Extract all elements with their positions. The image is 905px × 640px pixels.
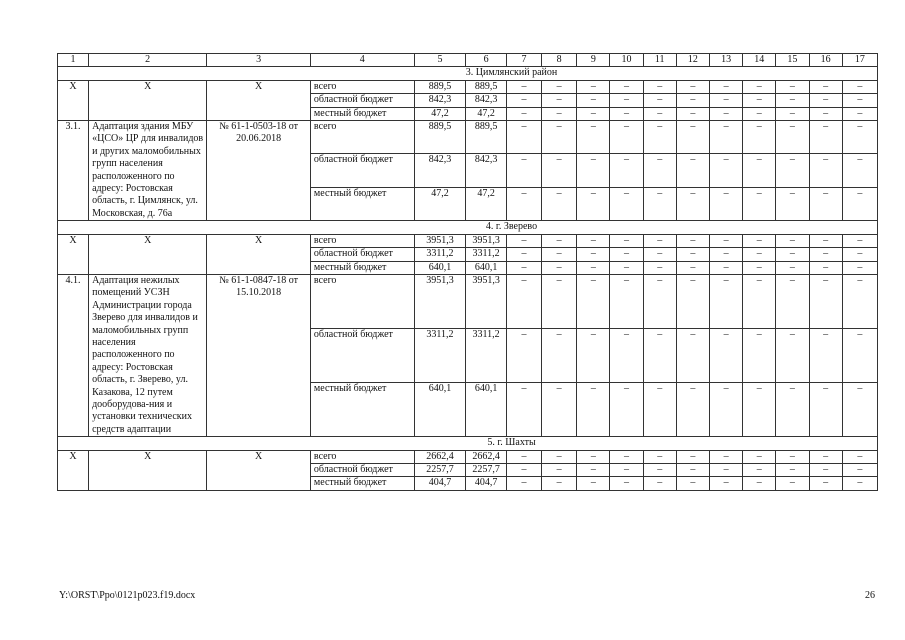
empty-cell: –	[643, 187, 676, 220]
empty-cell: –	[743, 248, 776, 261]
empty-cell: –	[643, 80, 676, 93]
empty-cell: –	[542, 261, 577, 274]
column-number: 7	[506, 54, 541, 67]
empty-cell: –	[643, 154, 676, 187]
empty-cell: –	[610, 94, 643, 107]
empty-cell: –	[743, 274, 776, 328]
empty-cell: –	[776, 329, 809, 383]
item-registration: № 61-1-0847-18 от 15.10.2018	[207, 274, 311, 436]
funding-source: областной бюджет	[310, 154, 414, 187]
value-col5: 3311,2	[414, 329, 466, 383]
column-number: 12	[676, 54, 709, 67]
value-col6: 842,3	[466, 154, 506, 187]
empty-cell: –	[610, 383, 643, 437]
empty-cell: –	[610, 261, 643, 274]
funding-source: всего	[310, 274, 414, 328]
empty-cell: –	[506, 248, 541, 261]
empty-cell: –	[506, 450, 541, 463]
summary-name: Х	[89, 234, 207, 274]
empty-cell: –	[842, 154, 877, 187]
value-col6: 3951,3	[466, 234, 506, 247]
funding-source: областной бюджет	[310, 329, 414, 383]
item-description: Адаптация нежилых помещений УСЗН Администрации города Зверево для инвалидов и маломобильных групп населения расположенного по адресу: Ростовская область, г. Зверево, ул. Казакова, 12 путем дооборудова-ния и установки технических средств адаптации	[89, 274, 207, 436]
empty-cell: –	[506, 187, 541, 220]
value-col6: 640,1	[466, 261, 506, 274]
empty-cell: –	[743, 234, 776, 247]
section-title-row	[58, 437, 878, 450]
empty-cell: –	[809, 477, 842, 490]
empty-cell: –	[542, 94, 577, 107]
empty-cell: –	[676, 274, 709, 328]
empty-cell: –	[809, 154, 842, 187]
empty-cell: –	[542, 450, 577, 463]
empty-cell: –	[577, 261, 610, 274]
summary-code: Х	[58, 80, 89, 120]
empty-cell: –	[776, 187, 809, 220]
column-number: 15	[776, 54, 809, 67]
column-number: 16	[809, 54, 842, 67]
empty-cell: –	[506, 329, 541, 383]
empty-cell: –	[610, 248, 643, 261]
column-number: 5	[414, 54, 466, 67]
empty-cell: –	[809, 94, 842, 107]
funding-source: всего	[310, 80, 414, 93]
empty-cell: –	[809, 274, 842, 328]
empty-cell: –	[776, 261, 809, 274]
empty-cell: –	[610, 234, 643, 247]
value-col5: 47,2	[414, 107, 466, 120]
empty-cell: –	[676, 234, 709, 247]
column-number: 1	[58, 54, 89, 67]
empty-cell: –	[776, 94, 809, 107]
empty-cell: –	[743, 477, 776, 490]
value-col6: 3311,2	[466, 329, 506, 383]
empty-cell: –	[842, 121, 877, 154]
empty-cell: –	[577, 80, 610, 93]
empty-cell: –	[577, 383, 610, 437]
empty-cell: –	[842, 464, 877, 477]
empty-cell: –	[610, 154, 643, 187]
summary-code: Х	[58, 450, 89, 490]
empty-cell: –	[577, 477, 610, 490]
footer-file-path: Y:\ORST\Ppo\0121p023.f19.docx	[59, 590, 196, 601]
empty-cell: –	[610, 107, 643, 120]
item-code: 4.1.	[58, 274, 89, 436]
column-number: 10	[610, 54, 643, 67]
empty-cell: –	[610, 274, 643, 328]
budget-table	[57, 53, 878, 491]
value-col6: 47,2	[466, 187, 506, 220]
empty-cell: –	[842, 274, 877, 328]
empty-cell: –	[676, 329, 709, 383]
empty-cell: –	[610, 329, 643, 383]
empty-cell: –	[809, 329, 842, 383]
column-number: 9	[577, 54, 610, 67]
item-row	[58, 121, 878, 154]
empty-cell: –	[610, 187, 643, 220]
value-col5: 842,3	[414, 154, 466, 187]
empty-cell: –	[709, 187, 742, 220]
empty-cell: –	[610, 80, 643, 93]
column-number: 3	[207, 54, 311, 67]
empty-cell: –	[809, 450, 842, 463]
column-number-row	[58, 54, 878, 67]
column-number: 13	[709, 54, 742, 67]
empty-cell: –	[709, 80, 742, 93]
empty-cell: –	[643, 261, 676, 274]
summary-registration: Х	[207, 450, 311, 490]
empty-cell: –	[676, 107, 709, 120]
empty-cell: –	[709, 248, 742, 261]
empty-cell: –	[709, 477, 742, 490]
funding-source: местный бюджет	[310, 383, 414, 437]
empty-cell: –	[643, 248, 676, 261]
empty-cell: –	[577, 187, 610, 220]
empty-cell: –	[842, 477, 877, 490]
empty-cell: –	[776, 121, 809, 154]
item-row	[58, 274, 878, 328]
summary-name: Х	[89, 450, 207, 490]
empty-cell: –	[709, 274, 742, 328]
value-col5: 842,3	[414, 94, 466, 107]
item-description: Адаптация здания МБУ «ЦСО» ЦР для инвалидов и других маломобильных групп населения расположенного по адресу: Ростовская область, г. Цимлянск, ул. Московская, д. 76а	[89, 121, 207, 221]
empty-cell: –	[809, 248, 842, 261]
empty-cell: –	[842, 107, 877, 120]
empty-cell: –	[842, 80, 877, 93]
empty-cell: –	[643, 107, 676, 120]
empty-cell: –	[643, 464, 676, 477]
empty-cell: –	[506, 154, 541, 187]
empty-cell: –	[842, 94, 877, 107]
empty-cell: –	[776, 234, 809, 247]
column-number: 14	[743, 54, 776, 67]
empty-cell: –	[776, 477, 809, 490]
empty-cell: –	[709, 94, 742, 107]
empty-cell: –	[809, 107, 842, 120]
empty-cell: –	[809, 261, 842, 274]
empty-cell: –	[610, 121, 643, 154]
page-number: 26	[865, 590, 875, 601]
funding-source: местный бюджет	[310, 187, 414, 220]
empty-cell: –	[709, 464, 742, 477]
empty-cell: –	[643, 121, 676, 154]
empty-cell: –	[842, 450, 877, 463]
empty-cell: –	[542, 248, 577, 261]
empty-cell: –	[809, 234, 842, 247]
empty-cell: –	[776, 154, 809, 187]
empty-cell: –	[643, 274, 676, 328]
empty-cell: –	[676, 261, 709, 274]
empty-cell: –	[506, 107, 541, 120]
empty-cell: –	[776, 450, 809, 463]
empty-cell: –	[577, 107, 610, 120]
funding-source: всего	[310, 234, 414, 247]
item-code: 3.1.	[58, 121, 89, 221]
empty-cell: –	[776, 80, 809, 93]
value-col5: 3951,3	[414, 274, 466, 328]
empty-cell: –	[842, 261, 877, 274]
empty-cell: –	[676, 477, 709, 490]
empty-cell: –	[643, 94, 676, 107]
section-title: 3. Цимлянский район	[58, 67, 878, 80]
section-title-row	[58, 67, 878, 80]
column-number: 8	[542, 54, 577, 67]
empty-cell: –	[709, 383, 742, 437]
empty-cell: –	[743, 80, 776, 93]
column-number: 11	[643, 54, 676, 67]
column-number: 17	[842, 54, 877, 67]
column-number: 4	[310, 54, 414, 67]
value-col5: 404,7	[414, 477, 466, 490]
empty-cell: –	[542, 329, 577, 383]
empty-cell: –	[542, 274, 577, 328]
empty-cell: –	[842, 234, 877, 247]
empty-cell: –	[643, 383, 676, 437]
empty-cell: –	[506, 94, 541, 107]
summary-name: Х	[89, 80, 207, 120]
empty-cell: –	[743, 94, 776, 107]
value-col6: 47,2	[466, 107, 506, 120]
value-col5: 640,1	[414, 261, 466, 274]
empty-cell: –	[842, 329, 877, 383]
empty-cell: –	[842, 187, 877, 220]
empty-cell: –	[577, 234, 610, 247]
empty-cell: –	[743, 450, 776, 463]
empty-cell: –	[542, 187, 577, 220]
summary-row	[58, 234, 878, 247]
empty-cell: –	[743, 383, 776, 437]
empty-cell: –	[709, 121, 742, 154]
summary-row	[58, 450, 878, 463]
empty-cell: –	[506, 121, 541, 154]
empty-cell: –	[809, 383, 842, 437]
empty-cell: –	[709, 450, 742, 463]
empty-cell: –	[643, 234, 676, 247]
value-col5: 2257,7	[414, 464, 466, 477]
empty-cell: –	[676, 154, 709, 187]
empty-cell: –	[577, 450, 610, 463]
funding-source: областной бюджет	[310, 94, 414, 107]
empty-cell: –	[542, 234, 577, 247]
empty-cell: –	[643, 450, 676, 463]
empty-cell: –	[542, 80, 577, 93]
empty-cell: –	[709, 329, 742, 383]
empty-cell: –	[776, 464, 809, 477]
empty-cell: –	[506, 383, 541, 437]
value-col6: 2257,7	[466, 464, 506, 477]
empty-cell: –	[743, 261, 776, 274]
empty-cell: –	[577, 329, 610, 383]
empty-cell: –	[743, 187, 776, 220]
column-number: 2	[89, 54, 207, 67]
empty-cell: –	[776, 248, 809, 261]
column-number: 6	[466, 54, 506, 67]
value-col6: 3311,2	[466, 248, 506, 261]
value-col6: 842,3	[466, 94, 506, 107]
empty-cell: –	[676, 121, 709, 154]
empty-cell: –	[743, 107, 776, 120]
empty-cell: –	[506, 234, 541, 247]
funding-source: областной бюджет	[310, 248, 414, 261]
empty-cell: –	[542, 121, 577, 154]
empty-cell: –	[506, 464, 541, 477]
empty-cell: –	[542, 107, 577, 120]
value-col6: 640,1	[466, 383, 506, 437]
funding-source: местный бюджет	[310, 261, 414, 274]
empty-cell: –	[743, 329, 776, 383]
empty-cell: –	[577, 121, 610, 154]
summary-registration: Х	[207, 80, 311, 120]
value-col5: 3951,3	[414, 234, 466, 247]
value-col5: 640,1	[414, 383, 466, 437]
value-col5: 47,2	[414, 187, 466, 220]
empty-cell: –	[577, 94, 610, 107]
value-col6: 3951,3	[466, 274, 506, 328]
empty-cell: –	[743, 464, 776, 477]
item-registration: № 61-1-0503-18 от 20.06.2018	[207, 121, 311, 221]
empty-cell: –	[709, 234, 742, 247]
empty-cell: –	[676, 187, 709, 220]
empty-cell: –	[577, 248, 610, 261]
empty-cell: –	[577, 154, 610, 187]
empty-cell: –	[743, 121, 776, 154]
funding-source: местный бюджет	[310, 477, 414, 490]
empty-cell: –	[809, 464, 842, 477]
empty-cell: –	[676, 464, 709, 477]
empty-cell: –	[743, 154, 776, 187]
empty-cell: –	[542, 383, 577, 437]
empty-cell: –	[776, 107, 809, 120]
funding-source: областной бюджет	[310, 464, 414, 477]
empty-cell: –	[842, 248, 877, 261]
empty-cell: –	[776, 274, 809, 328]
empty-cell: –	[506, 477, 541, 490]
funding-source: местный бюджет	[310, 107, 414, 120]
empty-cell: –	[676, 383, 709, 437]
empty-cell: –	[610, 477, 643, 490]
empty-cell: –	[643, 477, 676, 490]
funding-source: всего	[310, 121, 414, 154]
empty-cell: –	[610, 464, 643, 477]
empty-cell: –	[643, 329, 676, 383]
value-col5: 889,5	[414, 80, 466, 93]
empty-cell: –	[506, 274, 541, 328]
summary-registration: Х	[207, 234, 311, 274]
empty-cell: –	[577, 274, 610, 328]
empty-cell: –	[542, 464, 577, 477]
empty-cell: –	[676, 248, 709, 261]
summary-code: Х	[58, 234, 89, 274]
empty-cell: –	[577, 464, 610, 477]
summary-row	[58, 80, 878, 93]
empty-cell: –	[506, 261, 541, 274]
empty-cell: –	[776, 383, 809, 437]
empty-cell: –	[506, 80, 541, 93]
value-col6: 889,5	[466, 121, 506, 154]
empty-cell: –	[842, 383, 877, 437]
value-col5: 889,5	[414, 121, 466, 154]
empty-cell: –	[610, 450, 643, 463]
empty-cell: –	[809, 187, 842, 220]
section-title: 5. г. Шахты	[58, 437, 878, 450]
empty-cell: –	[709, 261, 742, 274]
section-title: 4. г. Зверево	[58, 221, 878, 234]
empty-cell: –	[809, 80, 842, 93]
section-title-row	[58, 221, 878, 234]
empty-cell: –	[542, 477, 577, 490]
empty-cell: –	[676, 450, 709, 463]
value-col5: 2662,4	[414, 450, 466, 463]
empty-cell: –	[709, 107, 742, 120]
empty-cell: –	[709, 154, 742, 187]
empty-cell: –	[542, 154, 577, 187]
funding-source: всего	[310, 450, 414, 463]
empty-cell: –	[676, 80, 709, 93]
empty-cell: –	[809, 121, 842, 154]
value-col6: 889,5	[466, 80, 506, 93]
value-col6: 2662,4	[466, 450, 506, 463]
empty-cell: –	[676, 94, 709, 107]
value-col6: 404,7	[466, 477, 506, 490]
value-col5: 3311,2	[414, 248, 466, 261]
